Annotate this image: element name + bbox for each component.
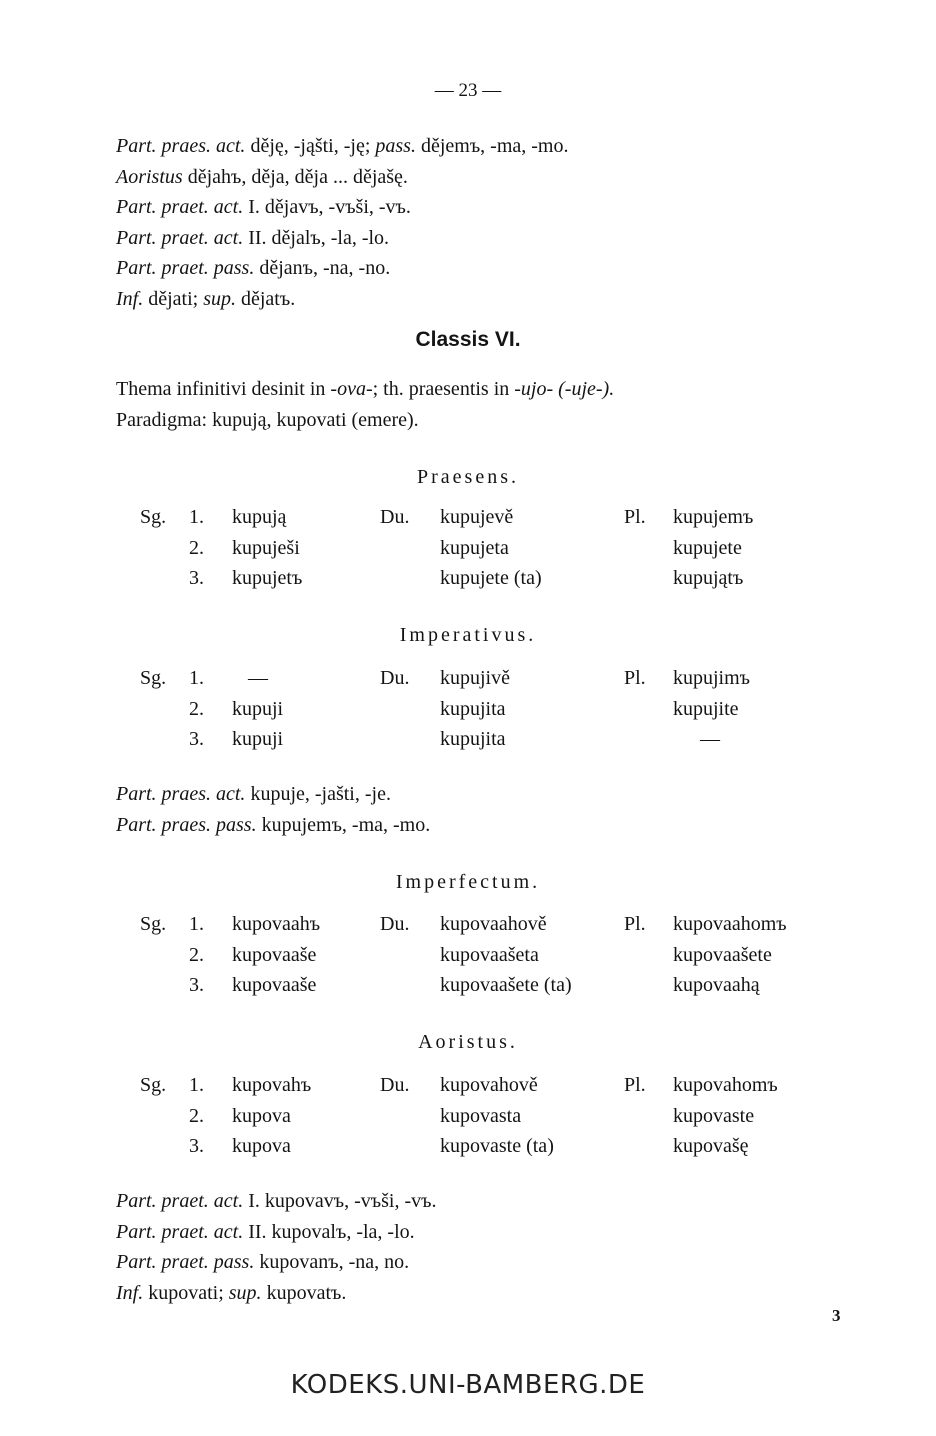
praesens-table — [0, 506, 936, 598]
thema-line: Thema infinitivi desinit in -ova-; th. praesentis in -ujo- (-uje-). — [116, 378, 615, 400]
table-row: 3. kupujetъ kupujete (ta) kupujątъ — [189, 567, 744, 589]
form-line: Part. praet. act. I. dějavъ, -vъši, -vъ. — [116, 196, 411, 218]
form-line: Part. praet. act. II. kupovalъ, -la, -lo. — [116, 1220, 415, 1243]
thema-block — [116, 374, 614, 435]
table-row: Sg. 1. kupovahъ Du. kupovahově Pl. kupovahomъ — [140, 1074, 778, 1096]
form-line: Part. praet. pass. dějanъ, -na, -no. — [116, 257, 391, 279]
form-line: Inf. kupovati; sup. kupovatъ. — [116, 1281, 347, 1304]
table-row: Sg. 1. kupovaahъ Du. kupovaahově Pl. kupovaahomъ — [140, 913, 787, 935]
table-row: Sg. 1. — Du. kupujivě Pl. kupujimъ — [140, 667, 751, 689]
footer-watermark: KODEKS.UNI-BAMBERG.DE — [290, 1370, 646, 1400]
form-line: Part. praes. act. děję, -jąšti, -ję; pass. dějemъ, -ma, -mo. — [116, 135, 569, 157]
table-row: 2. kupovaaše kupovaašeta kupovaašete — [189, 943, 772, 966]
top-forms-block — [116, 131, 569, 314]
form-line: Part. praes. pass. kupujemъ, -ma, -mo. — [116, 813, 431, 836]
table-row: 2. kupuji kupujita kupujite — [189, 697, 739, 720]
form-line: Part. praet. act. I. kupovavъ, -vъši, -vъ. — [116, 1190, 437, 1212]
aoristus-table — [0, 1074, 936, 1166]
section-title-imperativus: Imperativus. — [399, 624, 537, 646]
participle-block — [116, 779, 430, 840]
table-row: 3. kupovaaše kupovaašete (ta) kupovaahą — [189, 974, 760, 996]
section-title-praesens: Praesens. — [417, 466, 519, 488]
imperfectum-table — [0, 913, 936, 1005]
signature-mark: 3 — [832, 1306, 841, 1325]
imperativus-table — [0, 667, 936, 759]
form-line: Inf. dějati; sup. dějatъ. — [116, 287, 296, 310]
class-heading: Classis VI. — [415, 328, 521, 351]
table-row: 3. kupova kupovaste (ta) kupovašę — [189, 1135, 749, 1157]
form-line: Part. praes. act. kupuje, -jašti, -je. — [116, 783, 391, 805]
section-title-aoristus: Aoristus. — [418, 1031, 518, 1053]
table-row: 2. kupuješi kupujeta kupujete — [189, 536, 742, 559]
table-row: 2. kupova kupovasta kupovaste — [189, 1104, 755, 1127]
table-row: Sg. 1. kupują Du. kupujevě Pl. kupujemъ — [140, 506, 754, 528]
form-line: Part. praet. pass. kupovanъ, -na, no. — [116, 1251, 410, 1273]
section-title-imperfectum: Imperfectum. — [395, 871, 541, 893]
paradigma-line: Paradigma: kupują, kupovati (emere). — [116, 408, 419, 431]
form-line: Part. praet. act. II. dějalъ, -la, -lo. — [116, 226, 390, 249]
table-row: 3. kupuji kupujita — — [189, 728, 720, 750]
bottom-forms-block — [116, 1186, 436, 1308]
page-number: — 23 — — [434, 80, 502, 101]
form-line: Aoristus dějahъ, děja, děja ... dějašę. — [116, 165, 408, 188]
